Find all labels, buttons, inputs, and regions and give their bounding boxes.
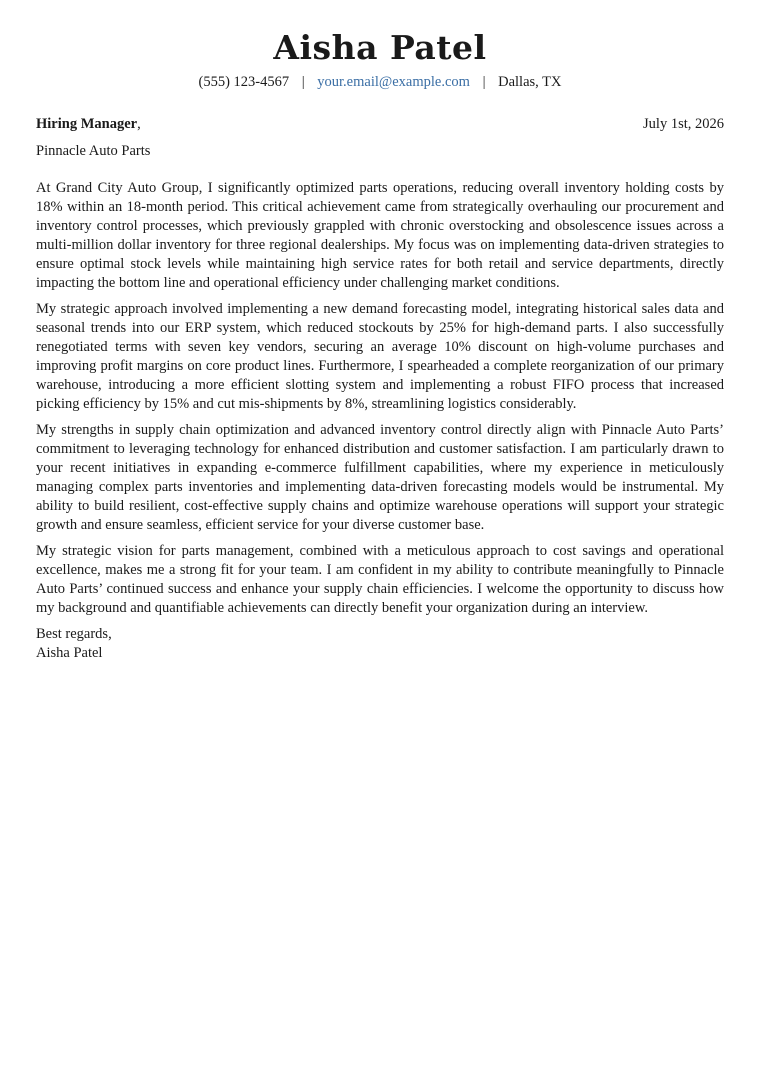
recipient-date-row xyxy=(36,114,724,134)
body-paragraph: My strategic approach involved implementing a new demand forecasting model, integrating historical sales data and seasonal trends into our ERP system, which reduced stockouts by 25% for high-demand parts. I also successfully renegotiated terms with seven key vendors, securing an average 10% discount on high-volume purchases and improving profit margins on core product lines. Furthermore, I spearheaded a complete reorganization of our primary warehouse, introducing a more efficient slotting system and implementing a robust FIFO process that increased picking efficiency by 15% and cut mis-shipments by 8%, streamlining logistics considerably. xyxy=(36,301,724,412)
letter-body xyxy=(36,179,724,618)
contact-line xyxy=(36,72,724,92)
cover-letter-page xyxy=(36,28,724,663)
contact-separator: | xyxy=(301,74,305,90)
letter-date: July 1st, 2026 xyxy=(643,116,724,132)
recipient-company: Pinnacle Auto Parts xyxy=(36,143,151,159)
recipient-line xyxy=(36,114,141,134)
contact-separator: | xyxy=(482,74,486,90)
recipient-comma: , xyxy=(137,116,141,132)
recipient-title: Hiring Manager xyxy=(36,116,138,132)
closing-signature: Aisha Patel xyxy=(36,645,103,661)
body-paragraph: My strategic vision for parts management, combined with a meticulous approach to cost savings and operational excellence, makes me a strong fit for your team. I am confident in my ability to contribute meaningfully to Pinnacle Auto Parts’ continued success and enhance your supply chain efficiencies. I welcome the opportunity to discuss how my background and quantifiable achievements can directly benefit your organization during an interview. xyxy=(36,543,724,616)
applicant-name: Aisha Patel xyxy=(273,28,487,67)
body-paragraph: At Grand City Auto Group, I significantly optimized parts operations, reducing overall inventory holding costs by 18% within an 18-month period. This critical achievement came from strategically overhauling our procurement and inventory control processes, which previously grappled with chronic overstocking and obsolescence issues across a multi-million dollar inventory for three regional dealerships. My focus was on implementing data-driven strategies to ensure optimal stock levels while maintaining high service rates for both retail and service departments, directly impacting the bottom line and operational efficiency under challenging market conditions. xyxy=(36,180,724,291)
body-paragraph: My strengths in supply chain optimization and advanced inventory control directly align with Pinnacle Auto Parts’ commitment to leveraging technology for enhanced distribution and customer satisfaction. I am particularly drawn to your recent initiatives in expanding e-commerce fulfillment capabilities, where my experience in meticulously managing complex parts inventories and implementing data-driven forecasting models would be instrumental. My ability to build resilient, cost-effective supply chains and optimize warehouse operations will support your strategic growth and ensure seamless, efficient service for your diverse customer base. xyxy=(36,422,724,533)
location: Dallas, TX xyxy=(498,74,562,90)
letter-closing xyxy=(36,625,724,663)
email-link[interactable]: your.email@example.com xyxy=(317,74,470,90)
phone-number: (555) 123-4567 xyxy=(198,74,290,90)
closing-salutation: Best regards, xyxy=(36,626,112,642)
